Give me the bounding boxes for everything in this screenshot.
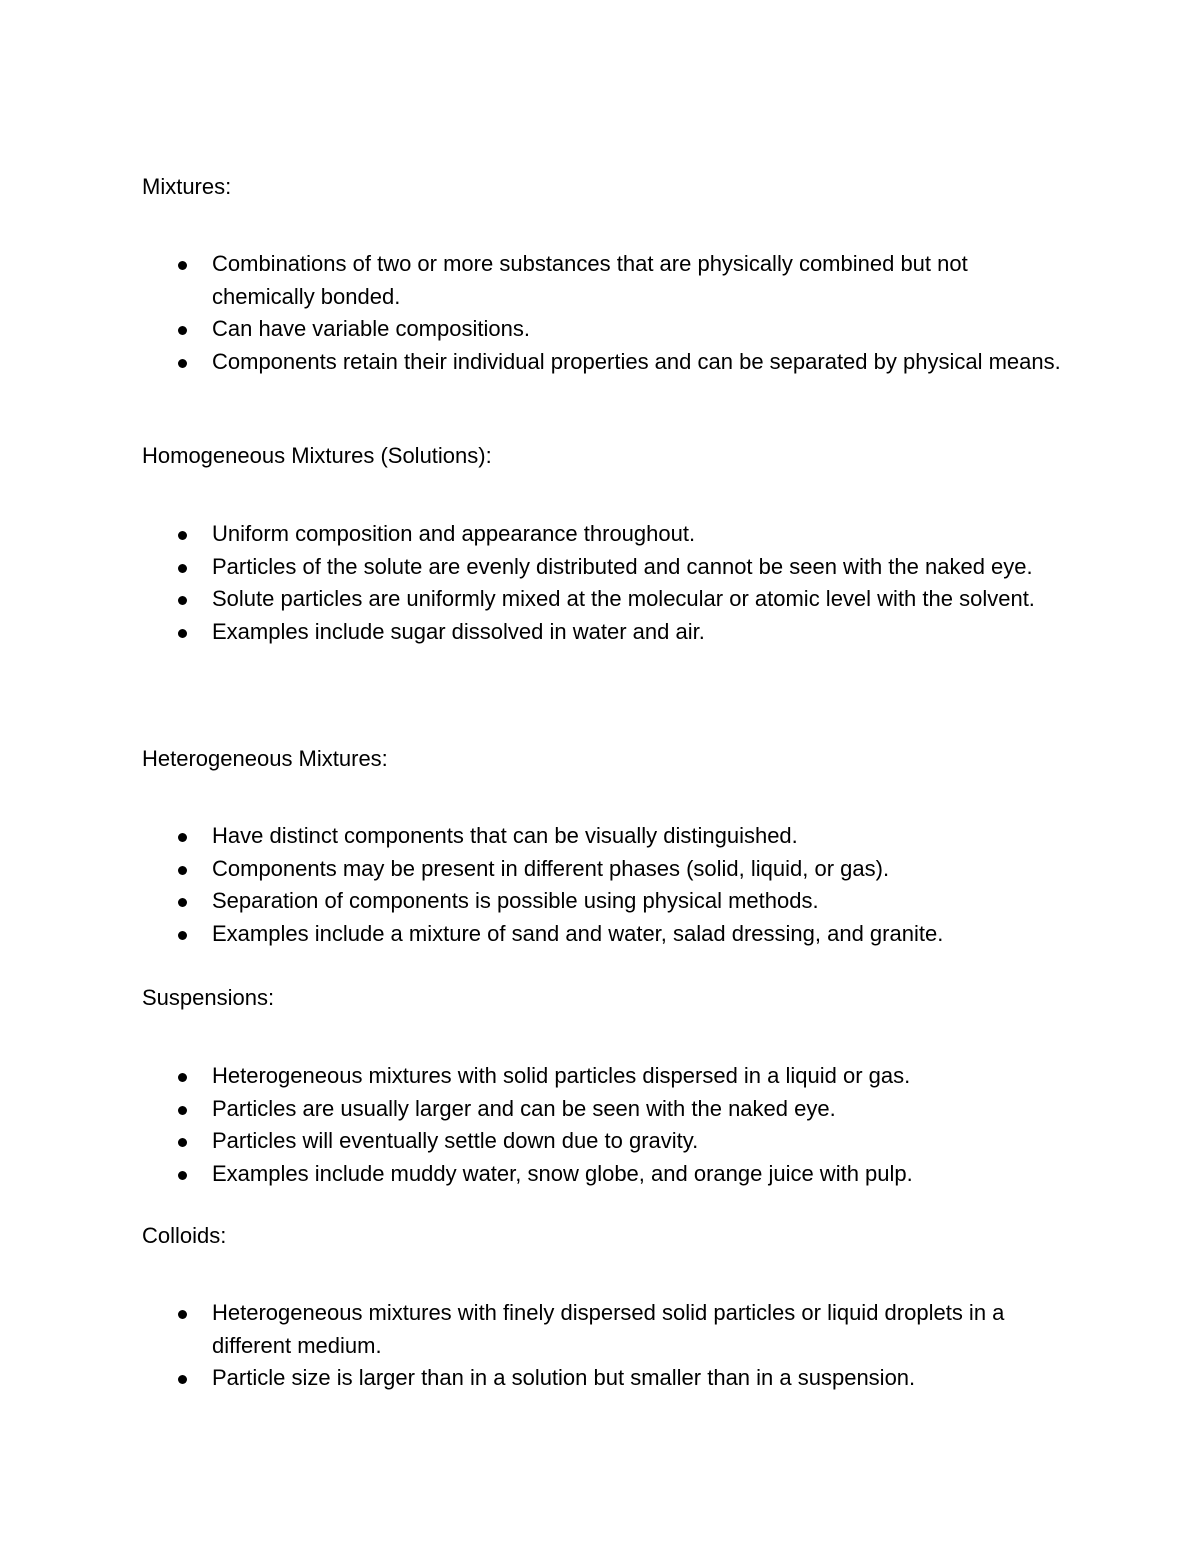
bullet-icon: [178, 931, 187, 940]
list-item-text: Separation of components is possible using physical methods.: [212, 888, 819, 914]
list-item-text: Uniform composition and appearance throughout.: [212, 521, 696, 546]
section-heading: Heterogeneous Mixtures:: [142, 746, 388, 771]
section-heading: Mixtures:: [142, 174, 232, 199]
list-item-text: Particles will eventually settle down due to gravity.: [212, 1128, 699, 1154]
section-colloids: [142, 1220, 1072, 1252]
list-item: [142, 1297, 1072, 1362]
list-item-text: Have distinct components that can be visually distinguished.: [212, 823, 798, 848]
list-item: [142, 551, 1072, 584]
bullet-icon: [178, 261, 187, 270]
bullet-icon: [178, 898, 187, 907]
bullet-icon: [178, 1375, 187, 1384]
list-item-text: Particle size is larger than in a solution but smaller than in a suspension.: [212, 1365, 916, 1391]
list-item-text: Solute particles are uniformly mixed at the molecular or atomic level with the solvent.: [212, 586, 1035, 612]
list-item: [142, 518, 1072, 551]
list-item: [142, 1158, 1072, 1191]
bullet-icon: [178, 833, 187, 842]
bullet-icon: [178, 866, 187, 875]
list-item: [142, 313, 1072, 346]
bullet-list-colloids: [142, 1297, 1072, 1395]
section-mixtures: [142, 171, 1072, 203]
bullet-icon: [178, 1310, 187, 1319]
bullet-icon: [178, 629, 187, 638]
list-item: [142, 583, 1072, 616]
list-item-text: Components may be present in different phases (solid, liquid, or gas).: [212, 855, 890, 881]
bullet-icon: [178, 326, 187, 335]
list-item-text: Examples include sugar dissolved in water and air.: [212, 618, 705, 644]
list-item-text: Examples include a mixture of sand and water, salad dressing, and granite.: [212, 920, 944, 946]
section-suspensions: [142, 982, 1072, 1014]
bullet-icon: [178, 1138, 187, 1147]
list-item: [142, 820, 1072, 853]
bullet-icon: [178, 359, 187, 368]
bullet-list-homogeneous: [142, 518, 1072, 648]
section-heading: Suspensions:: [142, 985, 275, 1010]
list-item: [142, 1125, 1072, 1158]
bullet-list-mixtures: [142, 248, 1072, 378]
list-item-text: Particles are usually larger and can be seen with the naked eye.: [212, 1095, 836, 1121]
list-item: [142, 918, 1072, 951]
list-item: [142, 853, 1072, 886]
section-homogeneous: [142, 440, 1072, 472]
list-item: [142, 1060, 1072, 1093]
list-item-text: Heterogeneous mixtures with solid particles dispersed in a liquid or gas.: [212, 1063, 911, 1088]
list-item: [142, 1362, 1072, 1395]
bullet-list-heterogeneous: [142, 820, 1072, 950]
list-item-text: Examples include muddy water, snow globe, and orange juice with pulp.: [212, 1160, 913, 1186]
section-heading: Colloids:: [142, 1223, 227, 1248]
bullet-icon: [178, 1073, 187, 1082]
list-item: [142, 616, 1072, 649]
list-item: [142, 885, 1072, 918]
list-item-text: Components retain their individual properties and can be separated by physical means.: [212, 348, 1061, 374]
bullet-icon: [178, 564, 187, 573]
list-item-text: Can have variable compositions.: [212, 316, 530, 342]
bullet-icon: [178, 596, 187, 605]
list-item-text: Combinations of two or more substances that are physically combined but not chemically bonded.: [212, 251, 968, 309]
bullet-icon: [178, 531, 187, 540]
bullet-icon: [178, 1171, 187, 1180]
list-item-text: Heterogeneous mixtures with finely dispersed solid particles or liquid droplets in a different medium.: [212, 1300, 1005, 1358]
bullet-list-suspensions: [142, 1060, 1072, 1190]
section-heading: Homogeneous Mixtures (Solutions):: [142, 443, 492, 468]
list-item: [142, 1093, 1072, 1126]
section-heterogeneous: [142, 743, 1072, 775]
list-item: [142, 346, 1072, 379]
list-item-text: Particles of the solute are evenly distributed and cannot be seen with the naked eye.: [212, 553, 1033, 579]
list-item: [142, 248, 1072, 313]
bullet-icon: [178, 1106, 187, 1115]
